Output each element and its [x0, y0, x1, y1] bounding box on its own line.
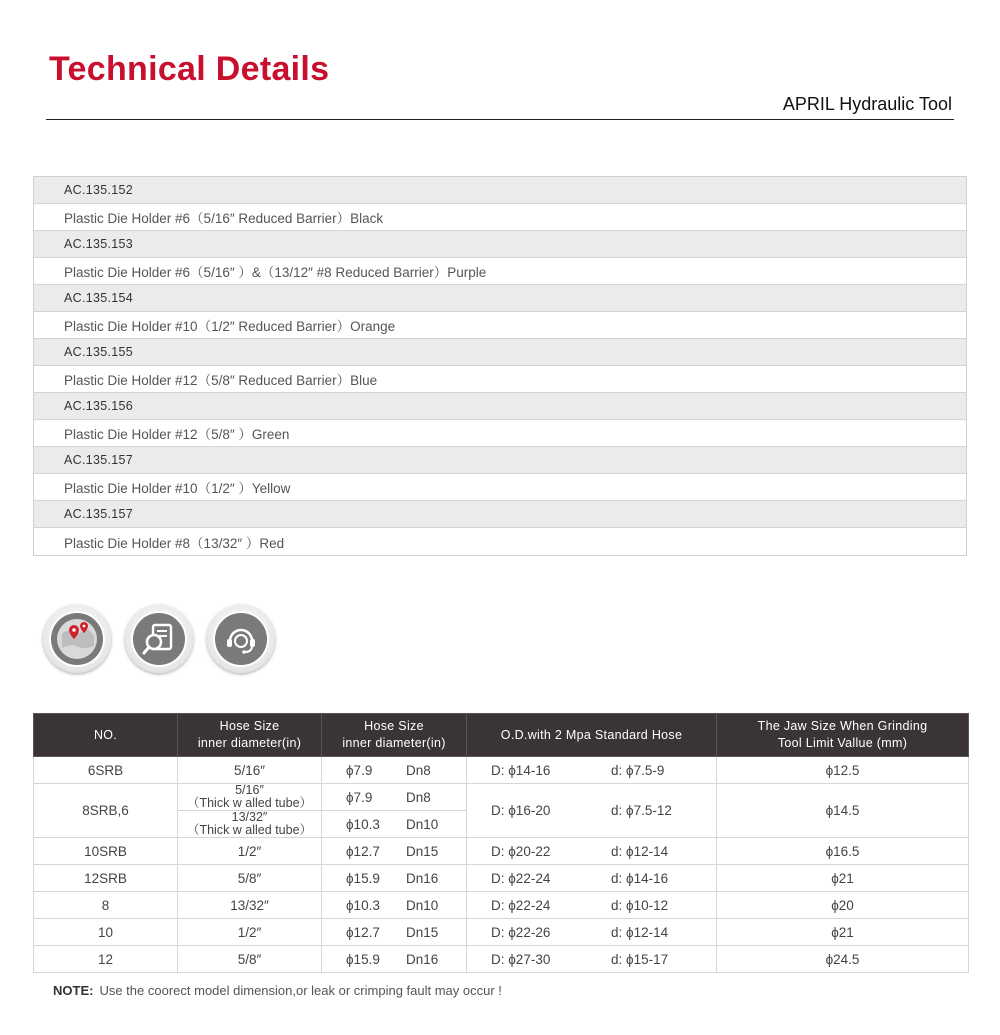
cell-jaw-size: ϕ21	[717, 919, 969, 946]
product-code-row: AC.135.152	[34, 177, 966, 204]
product-desc-row: Plastic Die Holder #6（5/16″ Reduced Barrier）Black	[34, 204, 966, 231]
inner-diameter-value: 5/16″	[235, 783, 264, 797]
product-code-row: AC.135.157	[34, 501, 966, 528]
cell-jaw-size: ϕ20	[717, 892, 969, 919]
header-hose-size-pipe-line1: Hose Size	[364, 719, 424, 733]
product-desc-row: Plastic Die Holder #12（5/8″ Reduced Barrier）Blue	[34, 366, 966, 393]
od-inner: d: ϕ12-14	[611, 843, 669, 859]
pipe-phi: ϕ15.9	[346, 870, 380, 886]
product-code-row: AC.135.157	[34, 447, 966, 474]
cell-pipe	[322, 892, 467, 919]
table-header-row	[34, 714, 969, 757]
cell-inner-diameter: 1/2″	[178, 838, 322, 865]
note-text: Use the coorect model dimension,or leak or crimping fault may occur !	[99, 983, 502, 998]
cell-no: 12	[34, 946, 178, 973]
cell-pipe	[322, 811, 467, 838]
od-outer: D: ϕ20-22	[491, 843, 551, 859]
od-inner: d: ϕ15-17	[611, 951, 669, 967]
cell-od	[467, 784, 717, 838]
cell-jaw-size: ϕ24.5	[717, 946, 969, 973]
cell-jaw-size: ϕ16.5	[717, 838, 969, 865]
pipe-phi: ϕ7.9	[346, 789, 373, 805]
cell-pipe	[322, 838, 467, 865]
cell-pipe	[322, 757, 467, 784]
cell-inner-diameter	[178, 811, 322, 838]
product-code-row: AC.135.155	[34, 339, 966, 366]
product-list	[33, 176, 967, 556]
header-hose-size-pipe	[322, 714, 467, 757]
inner-diameter-note: （Thick w alled tube）	[186, 823, 313, 837]
od-outer: D: ϕ22-26	[491, 924, 551, 940]
pipe-phi: ϕ10.3	[346, 897, 380, 913]
note-label: NOTE:	[53, 983, 94, 998]
od-outer: D: ϕ27-30	[491, 951, 551, 967]
cell-inner-diameter: 1/2″	[178, 919, 322, 946]
od-inner: d: ϕ7.5-12	[611, 803, 672, 818]
cell-no: 10	[34, 919, 178, 946]
od-inner: d: ϕ7.5-9	[611, 762, 665, 778]
pipe-phi: ϕ12.7	[346, 843, 380, 859]
pipe-phi: ϕ7.9	[346, 762, 373, 778]
cell-od	[467, 865, 717, 892]
cell-od	[467, 838, 717, 865]
footnote	[53, 983, 502, 998]
pipe-dn: Dn16	[406, 951, 439, 967]
cell-jaw-size: ϕ21	[717, 865, 969, 892]
product-code-row: AC.135.156	[34, 393, 966, 420]
table-row	[34, 892, 969, 919]
table-row	[34, 784, 969, 811]
od-outer: D: ϕ14-16	[491, 762, 551, 778]
cell-od	[467, 946, 717, 973]
map-pin-globe-icon[interactable]	[43, 605, 111, 673]
product-desc-row: Plastic Die Holder #12（5/8″ ）Green	[34, 420, 966, 447]
pipe-dn: Dn16	[406, 870, 439, 886]
cell-inner-diameter	[178, 784, 322, 811]
inner-diameter-value: 13/32″	[231, 810, 268, 824]
pipe-dn: Dn8	[406, 762, 431, 778]
product-desc-row: Plastic Die Holder #10（1/2″ Reduced Barrier）Orange	[34, 312, 966, 339]
product-code-row: AC.135.153	[34, 231, 966, 258]
pipe-dn: Dn10	[406, 897, 439, 913]
cell-pipe	[322, 865, 467, 892]
pipe-phi: ϕ10.3	[346, 816, 380, 832]
header-jaw-size	[717, 714, 969, 757]
cell-pipe	[322, 946, 467, 973]
table-row	[34, 757, 969, 784]
page-title: Technical Details	[49, 50, 330, 88]
pipe-dn: Dn10	[406, 816, 439, 832]
cell-jaw-size: ϕ12.5	[717, 757, 969, 784]
header-hose-size-pipe-line2: inner diameter(in)	[342, 736, 446, 750]
cell-no: 8SRB,6	[34, 784, 178, 838]
od-inner: d: ϕ14-16	[611, 870, 669, 886]
customer-service-icon[interactable]	[207, 605, 275, 673]
product-desc-row: Plastic Die Holder #10（1/2″ ）Yellow	[34, 474, 966, 501]
cell-inner-diameter: 5/16″	[178, 757, 322, 784]
header-hose-size	[178, 714, 322, 757]
od-outer: D: ϕ22-24	[491, 897, 551, 913]
pipe-dn: Dn15	[406, 924, 439, 940]
specification-table	[33, 713, 969, 973]
cell-no: 6SRB	[34, 757, 178, 784]
cell-jaw-size: ϕ14.5	[717, 784, 969, 838]
cell-od	[467, 919, 717, 946]
product-code-row: AC.135.154	[34, 285, 966, 312]
document-search-icon[interactable]	[125, 605, 193, 673]
cell-pipe	[322, 919, 467, 946]
brand-name: APRIL Hydraulic Tool	[782, 94, 952, 114]
table-row	[34, 919, 969, 946]
title-divider	[46, 119, 954, 120]
table-row	[34, 865, 969, 892]
cell-od	[467, 892, 717, 919]
header-jaw-size-line1: The Jaw Size When Grinding	[757, 719, 928, 733]
cell-inner-diameter: 5/8″	[178, 865, 322, 892]
header-od: O.D.with 2 Mpa Standard Hose	[467, 714, 717, 757]
pipe-phi: ϕ15.9	[346, 951, 380, 967]
header-no: NO.	[34, 714, 178, 757]
cell-pipe	[322, 784, 467, 811]
inner-diameter-note: （Thick w alled tube）	[186, 796, 313, 810]
product-desc-row: Plastic Die Holder #6（5/16″ ）&（13/12″ #8 Reduced Barrier）Purple	[34, 258, 966, 285]
pipe-dn: Dn8	[406, 789, 431, 805]
header-hose-size-line1: Hose Size	[219, 719, 280, 733]
cell-no: 8	[34, 892, 178, 919]
cell-inner-diameter: 5/8″	[178, 946, 322, 973]
table-row	[34, 838, 969, 865]
product-desc-row: Plastic Die Holder #8（13/32″ ）Red	[34, 528, 966, 555]
od-outer: D: ϕ16-20	[491, 803, 551, 818]
pipe-dn: Dn15	[406, 843, 439, 859]
cell-no: 10SRB	[34, 838, 178, 865]
od-inner: d: ϕ12-14	[611, 924, 669, 940]
od-outer: D: ϕ22-24	[491, 870, 551, 886]
cell-no: 12SRB	[34, 865, 178, 892]
cell-inner-diameter: 13/32″	[178, 892, 322, 919]
header-jaw-size-line2: Tool Limit Vallue (mm)	[777, 736, 908, 750]
pipe-phi: ϕ12.7	[346, 924, 380, 940]
cell-od	[467, 757, 717, 784]
table-row	[34, 946, 969, 973]
od-inner: d: ϕ10-12	[611, 897, 669, 913]
header-hose-size-line2: inner diameter(in)	[197, 736, 302, 750]
